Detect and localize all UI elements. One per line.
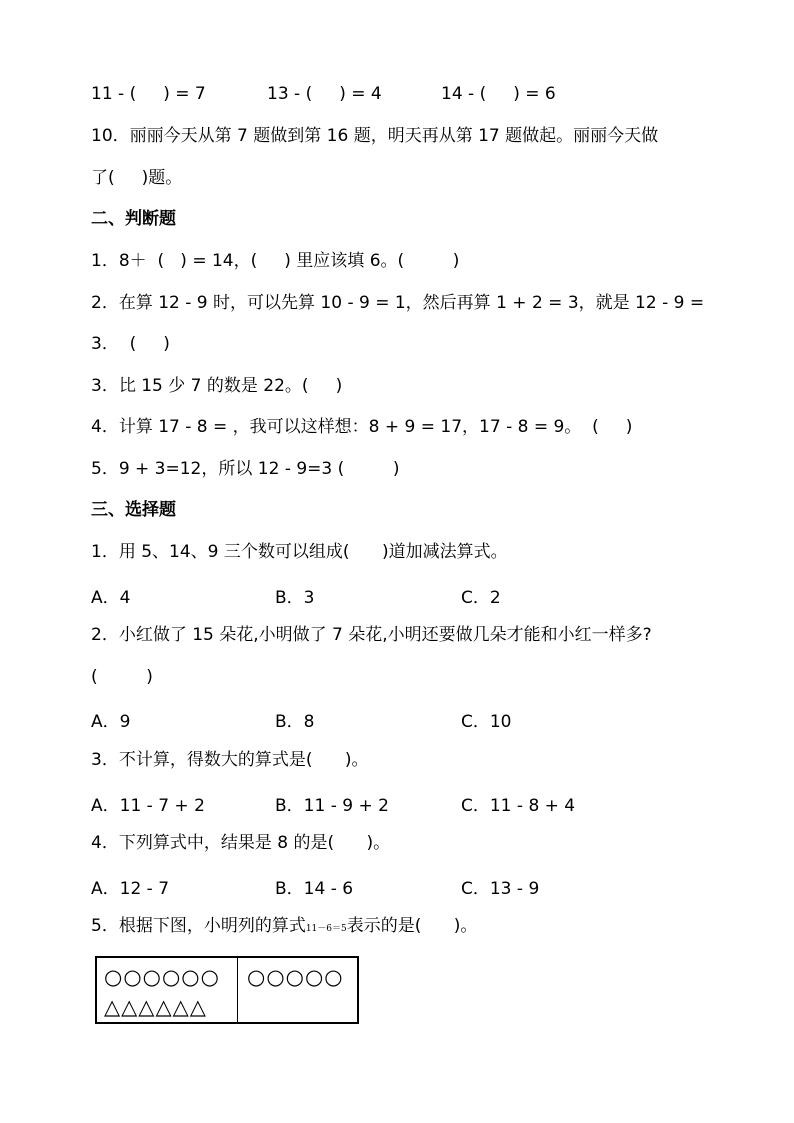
choice-q5-formula: 11－6＝5 [305,924,347,934]
left-circles: ○○○○○○ [104,965,220,989]
q10-line-1: 10．丽丽今天从第 7 题做到第 16 题，明天再从第 17 题做起。丽丽今天做 [91,126,659,146]
choice-q4-option-a: A．12 - 7 [91,879,170,899]
judge-item-2-cont: 3． ( ) [91,334,170,354]
choice-q3-option-c: C．11 - 8 + 4 [461,796,576,816]
choice-q4-option-c: C．13 - 9 [461,879,540,899]
choice-q1-option-a: A．4 [91,588,131,608]
choice-q1-option-b: B．3 [275,588,315,608]
q9-item-2: 13 - ( ) = 4 [267,84,382,104]
counting-figure [95,956,359,1024]
section-2-title: 二、判断题 [91,209,176,229]
q10-line-2: 了( )题。 [91,168,183,188]
choice-q2-option-c: C．10 [461,712,512,732]
judge-item-4: 4．计算 17 - 8 = ，我可以这样想：8 + 9 = 17，17 - 8 = 9。 ( ) [91,417,633,437]
left-triangles: △△△△△△ [104,995,207,1019]
choice-q2-stem: 2．小红做了 15 朵花,小明做了 7 朵花,小明还要做几朵才能和小红一样多? [91,625,652,645]
choice-q3-stem: 3．不计算，得数大的算式是( )。 [91,750,369,770]
choice-q2-blank: ( ) [91,667,153,687]
judge-item-3: 3．比 15 少 7 的数是 22。( ) [91,376,343,396]
figure-divider [237,958,238,1022]
q9-item-3: 14 - ( ) = 6 [441,84,556,104]
q9-item-1: 11 - ( ) = 7 [91,84,206,104]
section-3-title: 三、选择题 [91,500,176,520]
choice-q2-option-b: B．8 [275,712,315,732]
choice-q1-option-c: C．2 [461,588,501,608]
choice-q3-option-a: A．11 - 7 + 2 [91,796,205,816]
choice-q4-stem: 4．下列算式中，结果是 8 的是( )。 [91,833,391,853]
choice-q2-option-a: A．9 [91,712,131,732]
right-circles: ○○○○○ [247,965,344,989]
choice-q5-stem-a: 5．根据下图，小明列的算式 [91,916,306,936]
choice-q5-stem-b: 表示的是( )。 [346,916,478,936]
choice-q5-stem [91,915,477,940]
judge-item-1: 1．8＋ ( ) = 14，( ) 里应该填 6。( ) [91,251,460,271]
judge-item-5: 5．9 + 3=12，所以 12 - 9=3 ( ) [91,459,400,479]
choice-q4-option-b: B．14 - 6 [275,879,354,899]
judge-item-2: 2．在算 12 - 9 时，可以先算 10 - 9 = 1，然后再算 1 + 2 = 3，就是 12 - 9 = [91,293,705,313]
choice-q1-stem: 1．用 5、14、9 三个数可以组成( )道加减法算式。 [91,542,508,562]
choice-q3-option-b: B．11 - 9 + 2 [275,796,389,816]
